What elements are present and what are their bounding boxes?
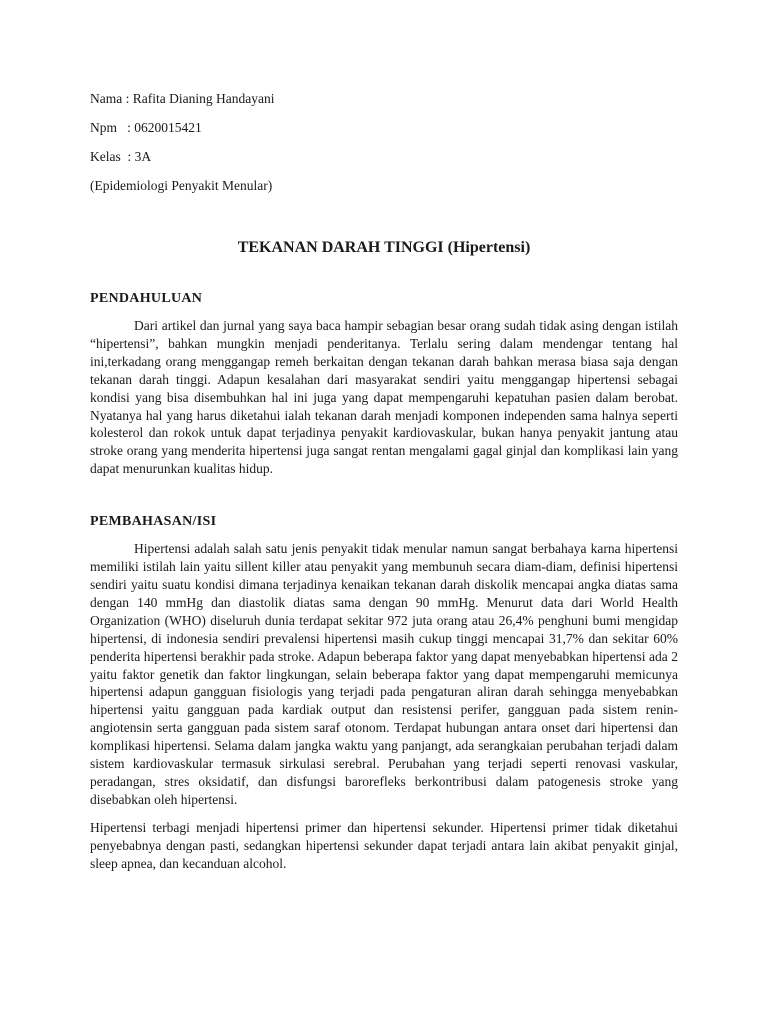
body-heading: PEMBAHASAN/ISI (90, 514, 217, 530)
student-class: Kelas : 3A (90, 149, 152, 164)
document-title: TEKANAN DARAH TINGGI (Hipertensi) (237, 239, 531, 256)
body-paragraph-2: Hipertensi terbagi menjadi hipertensi primer dan hipertensi sekunder. Hipertensi primer tidak diketahui penyebabnya dengan pasti, sedangkan hipertensi sekunder dapat terjadi antara lain akibat penyakit ginjal, sleep apnea, dan kecanduan alcohol. (90, 819, 678, 871)
student-npm: Npm : 0620015421 (90, 120, 202, 135)
intro-heading: PENDAHULUAN (90, 291, 203, 306)
body-paragraph-1: Hipertensi adalah salah satu jenis penyakit tidak menular namun sangat berbahaya karna hipertensi memiliki istilah lain yaitu sillent killer atau penyakit yang membunuh secara diam-diam, definisi hipertensi sendiri yaitu suatu kondisi dimana terjadinya kenaikan tekanan darah diskolik mencapai angka diatas sama dengan 140 mmHg dan diastolik diatas sama dengan 90 mmHg. Menurut data dari World Health Organization (WHO) diseluruh dunia terdapat sekitar 972 juta orang atau 26,4% penghuni bumi mengidap hipertensi, di indonesia sendiri prevalensi hipertensi masih cukup tinggi mencapai 31,7% dan sekitar 60% penderita hipertensi berakhir pada stroke. Adapun beberapa faktor yang dapat menyebabkan hipertensi ada 2 yaitu faktor genetik dan faktor lingkungan, selain beberapa faktor yang dapat mempengaruhi memicunya hipertensi adapun gangguan fisiologis yang terjadi pada pengaturan aliran darah sehingga menyebabkan hipertensi yaitu gangguan pada kardiak output dan resistensi perifer, gangguan pada sistem renin-angiotensin serta gangguan pada sistem saraf otonom. Terdapat hubungan antara onset dari hipertensi dan komplikasi hipertensi. Selama dalam jangka waktu yang panjangt, ada serangkaian perubahan terjadi dalam sistem kardiovaskular termasuk sirkulasi serebral. Perubahan yang terjadi seperti renovasi vaskular, peradangan, stres oksidatif, dan disfungsi barorefleks berkontribusi dalam patogenesis stroke yang disebabkan oleh hipertensi. (90, 541, 678, 807)
course-name: (Epidemiologi Penyakit Menular) (90, 178, 273, 193)
student-name: Nama : Rafita Dianing Handayani (90, 91, 275, 106)
document-content (90, 90, 678, 872)
intro-paragraph: Dari artikel dan jurnal yang saya baca hampir sebagian besar orang sudah tidak asing dengan istilah “hipertensi”, bahkan mungkin menjadi penderitanya. Terlalu sering dalam mendengar tentang hal ini,terkadang orang menggangap remeh berkaitan dengan tekanan darah bahkan merasa biasa saja dengan tekanan darah tinggi. Adapun kesalahan dari masyarakat sendiri yaitu menggangap hipertensi sebagai kondisi yang bisa disembuhkan hal ini juga yang dapat mempengaruhi kepatuhan pasien dalam berobat. Nyatanya hal yang harus diketahui ialah tekanan darah menjadi komponen independen sama halnya seperti kolesterol dan rokok untuk dapat terjadinya penyakit kardiovaskular, bukan hanya penyakit jantung atau stroke orang yang menderita hipertensi juga sangat rentan mengalami gagal ginjal dan komplikasi lain yang dapat menurunkan kualitas hidup. (90, 318, 678, 477)
